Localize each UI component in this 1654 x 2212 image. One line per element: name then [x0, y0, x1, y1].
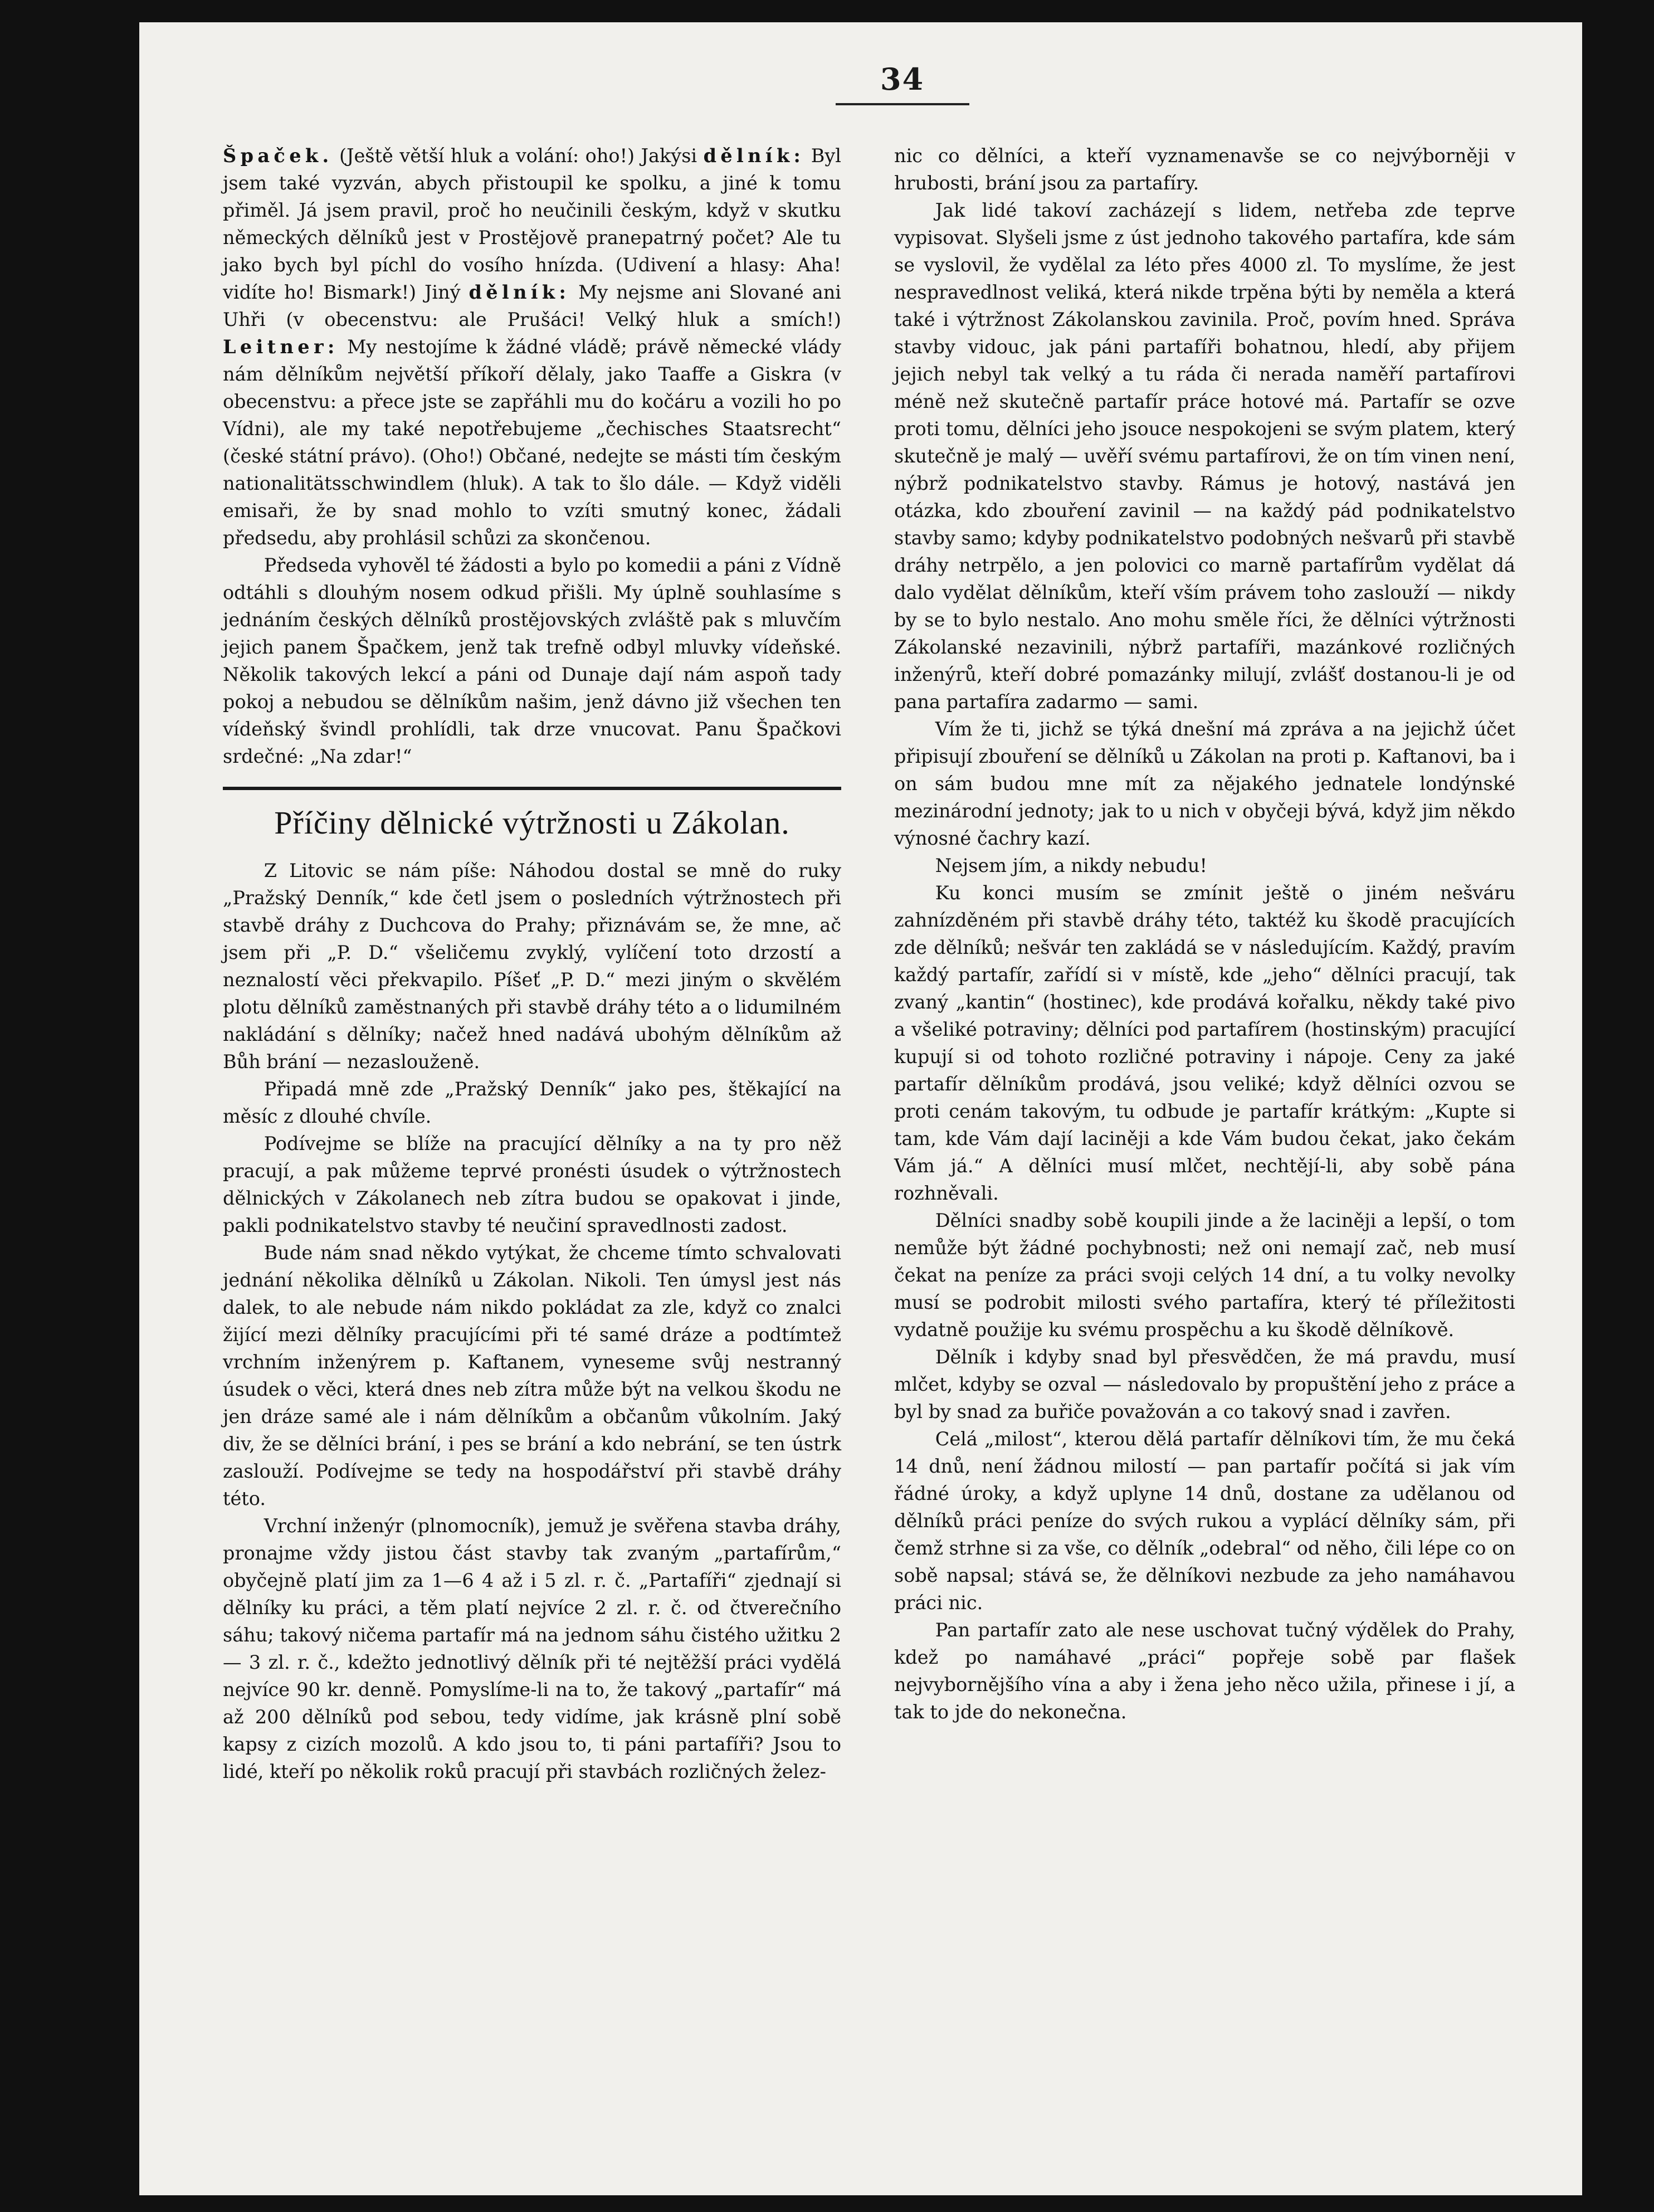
- article-paragraph-7: Jak lidé takoví zacházejí s lidem, netřeba zde teprve vypisovat. Slyšeli jsme z úst jednoho takového partafíra, kde sám se vyslovil, že vydělal za léto přes 4000 zl. To myslíme, že jest nespravedlnost veliká, která nikde trpěna býti by neměla a která také i výtržnost Zákolanskou zavinila. Proč, povím hned. Správa stavby vidouc, jak páni partafíři bohatnou, hledí, aby přijem jejich nebyl tak velký a tu ráda či nerada naměří partafírovi méně než skutečně partafír práce hotové má. Partafír se ozve proti tomu, dělníci jeho jsouce nespokojeni se svým platem, který skutečně je malý — uvěří svému partafírovi, že on tím vinen není, nýbrž podnikatelstvo stavby. Rámus je hotový, nastává jen otázka, kdo zbouření zavinil — na každý pád podnikatelstvo stavby samo; kdyby podnikatelstvo podobných nešvarů při stavbě dráhy netrpělo, a jen polovici co marně partafírům vydělat dá dalo vydělat dělníkům, kteří vším právem toho zaslouží — nikdy by se to bylo nestalo. Ano mohu směle říci, že dělníci výtržnosti Zákolanské nezavinili, nýbrž partafíři, mazánkové rozličných inženýrů, kteří dobré pomazánky milují, zvlášť dostanou-li je od pana partafíra zadarmo — sami.: [894, 199, 1515, 713]
- report-text-3: My nejsme ani Slované ani Uhři (v obecenstvu: ale Prušáci! Velký hluk a smích!): [223, 281, 841, 330]
- article-headline: Příčiny dělnické výtržnosti u Zákolan.: [274, 805, 790, 841]
- page-number: 34: [880, 61, 925, 97]
- report-paragraph-2: Předseda vyhověl té žádosti a bylo po komedii a páni z Vídně odtáhli s dlouhým nosem odkud přišli. My úplně souhlasíme s jednáním českých dělníků prostějovských zvláště pak s mluvčím jejich panem Špačkem, jenž tak trefně odbyl mluvky vídeňské. Několik takových lekcí a páni od Dunaje dají nám aspoň tady pokoj a nebudou se dělníkům našim, jenž dávno již všechen ten vídeňský švindl prohlídli, tak drze vnucovat. Panu Špačkovi srdečné: „Na zdar!“: [223, 554, 841, 767]
- report-text-2: Byl jsem také vyzván, abych přistoupil ke spolku, a jiné k tomu přiměl. Já jsem pravil, proč ho neučinili českým, když v skutku německých dělníků jest v Prostějově pranepatrný počet? Ale tu jako bych byl píchl do vosího hnízda. (Udivení a hlasy: Aha! vidíte ho! Bismark!) Jiný: [223, 145, 842, 303]
- article-paragraph-8: Vím že ti, jichž se týká dnešní má zpráva a na jejichž účet připisují zbouření se dělníků u Zákolan na proti p. Kaftanovi, ba i on sám budou mne mít za nějakého jednatele londýnské mezinárodní jednoty; jak to u nich v obyčeji bývá, když jim někdo výnosné čachry kazí.: [894, 718, 1515, 849]
- speaker-leitner: Leitner:: [223, 336, 339, 358]
- right-column: [894, 142, 1515, 1726]
- article-paragraph-1: Z Litovic se nám píše: Náhodou dostal se mně do ruky „Pražský Denník,“ kde četl jsem o posledních výtržnostech při stavbě dráhy z Duchcova do Prahy; přiznávám se, že mne, ač jsem při „P. D.“ všeličemu zvyklý, vylíčení toto drzostí a neznalostí věci překvapilo. Píšeť „P. D.“ mezi jiným o skvělém plotu dělníků zaměstnaných při stavbě dráhy této a o lidumilném nakládání s dělníky; načež hned nadává ubohým dělníkům až Bůh brání — nezaslouženě.: [223, 860, 841, 1073]
- article-paragraph-10: Ku konci musím se zmínit ještě o jiném nešváru zahnízděném při stavbě dráhy této, taktéž ku škodě pracujících zde dělníků; nešvár ten zakládá se v následujícím. Každý, pravím každý partafír, zařídí si v místě, kde „jeho“ dělníci pracují, tak zvaný „kantin“ (hostinec), kde prodává kořalku, někdy také pivo a všeliké potraviny; dělníci pod partafírem (hostinským) pracující kupují si od tohoto rozličné potraviny i nápoje. Ceny za jaké partafír dělníkům prodává, jsou veliké; když dělníci ozvou se proti cenám takovým, tu odbude je partafír krátkým: „Kupte si tam, kde Vám dají laciněji a kde Vám budou čekat, jako čekám Vám já.“ A dělníci musí mlčet, nechtějí-li, aby sobě pána rozhněvali.: [894, 882, 1515, 1204]
- article-paragraph-13: Celá „milost“, kterou dělá partafír dělníkovi tím, že mu čeká 14 dnů, není žádnou milostí — pan partafír počítá si jak vím řádné úroky, a když uplyne 14 dnů, dostane za udělanou od dělníků práci peníze do svých rukou a vyplácí dělníky sám, při čemž strhne si za vše, co dělník „odebral“ od něho, čili lépe co on sobě napsal; stává se, že dělníkovi nezbude za jeho namáhavou práci nic.: [894, 1428, 1515, 1614]
- article-paragraph-12: Dělník i kdyby snad byl přesvědčen, že má pravdu, musí mlčet, kdyby se ozval — následovalo by propuštění jeho z práce a byl by snad za buřiče považován a co takový snad i zavřen.: [894, 1346, 1515, 1422]
- article-paragraph-3: Podívejme se blíže na pracující dělníky a na ty pro něž pracují, a pak můžeme teprvé pronésti úsudek o výtržnostech dělnických v Zákolanech neb zítra budou se opakovat i jinde, pakli podnikatelstvo stavby té neučiní spravedlnosti zadost.: [223, 1133, 841, 1236]
- speaker-label-1: dělník:: [703, 145, 805, 167]
- article-paragraph-4: Bude nám snad někdo vytýkat, že chceme tímto schvalovati jednání několika dělníků u Zákolan. Nikoli. Ten úmysl jest nás dalek, to ale nebude nám nikdo pokládat za zle, když co znalci žijící mezi dělníky pracujícími při té samé dráze a podtímtež vrchním inženýrem p. Kaftanem, vyneseme svůj nestranný úsudek o věci, která dnes neb zítra může být na velkou škodu ne jen dráze samé ale i nám dělníkům a občanům vůkolním. Jaký div, že se dělníci brání, i pes se brání a kdo nebrání, se ten ústrk zaslouží. Podívejme se tedy na hospodářství při stavbě dráhy této.: [223, 1242, 841, 1509]
- report-continuation: [223, 142, 841, 552]
- speaker-label-2: dělník:: [469, 281, 570, 303]
- article-paragraph-5: Vrchní inženýr (plnomocník), jemuž je svěřena stavba dráhy, pronajme vždy jistou část stavby tak zvaným „partafírům,“ obyčejně platí jim za 1—6 4 až i 5 zl. r. č. „Partafíři“ zjednají si dělníky ku práci, a těm platí nejvíce 2 zl. r. č. od čtverečního sáhu; takový ničema partafír má na jednom sáhu čistého užitku 2 — 3 zl. r. č., kdežto jednotlivý dělník při té nejtěžší práci vydělá nejvíce 90 kr. denně. Pomyslíme-li na to, že takový „partafír“ má až 200 dělníků pod sebou, tedy vidíme, jak krásně plní sobě kapsy z cizích mozolů. A kdo jsou to, ti páni partafíři? Jsou to lidé, kteří po několik roků pracují při stavbách rozličných želez-: [223, 1515, 841, 1782]
- left-column: [223, 142, 841, 1785]
- section-divider: [223, 787, 841, 790]
- article-paragraph-6: nic co dělníci, a kteří vyznamenavše se co nejvýborněji v hrubosti, brání jsou za partafíry.: [894, 145, 1515, 194]
- article-paragraph-2: Připadá mně zde „Pražský Denník“ jako pes, štěkající na měsíc z dlouhé chvíle.: [223, 1078, 841, 1127]
- page-number-rule: [836, 103, 969, 105]
- newspaper-page: [139, 22, 1582, 2195]
- speaker-spacek: Špaček.: [223, 145, 333, 167]
- article-paragraph-9: Nejsem jím, a nikdy nebudu!: [935, 855, 1207, 876]
- report-text-4: My nestojíme k žádné vládě; právě německé vlády nám dělníkům největší příkoří dělaly, jako Taaffe a Giskra (v obecenstvu: a přece jste se zapřáhli mu do kočáru a vozili ho po Vídni), ale my také nepotřebujeme „čechisches Staatsrecht“ (české státní právo). (Oho!) Občané, nedejte se másti tím českým nationalitätsschwindlem (hluk). A tak to šlo dále. — Když viděli emisaři, že by snad mohlo to vzíti smutný konec, žádali předsedu, aby prohlásil schůzi za skončenou.: [223, 336, 841, 549]
- report-text-1: (Ještě větší hluk a volání: oho!) Jakýsi: [339, 145, 704, 167]
- article-paragraph-14: Pan partafír zato ale nese uschovat tučný výdělek do Prahy, kdež po namáhavé „práci“ popřeje sobě par flašek nejvybornějšího vína a aby i žena jeho něco užila, přinese i jí, a tak to jde do nekonečna.: [894, 1619, 1515, 1723]
- article-paragraph-11: Dělníci snadby sobě koupili jinde a že laciněji a lepší, o tom nemůže být žádné pochybnosti; než oni nemají zač, neb musí čekat na peníze za práci svoji celých 14 dní, a tu volky nevolky musí se podrobit milosti svého partafíra, který té příležitosti vydatně použije ku svému prospěchu a ku škodě dělníkově.: [894, 1210, 1515, 1341]
